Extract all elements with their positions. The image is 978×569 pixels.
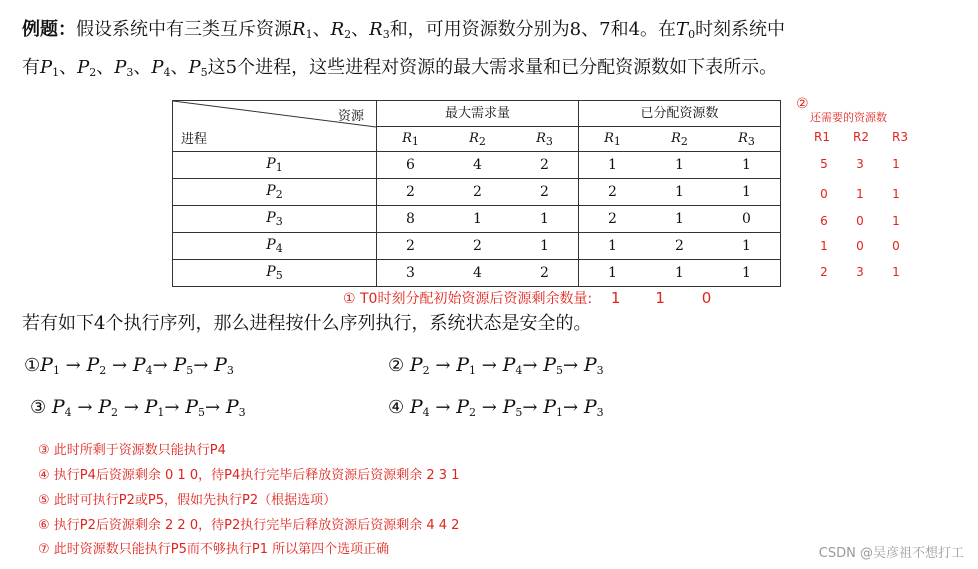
resource-table [172, 100, 781, 287]
problem-line-1 [22, 17, 785, 48]
problem-label: 例题： [22, 19, 76, 40]
reasoning-note-7: ⑦ 此时资源数只能执行P5而不够执行P1 所以第四个选项正确 [38, 542, 390, 557]
alloc-cell: 1 2 1 [579, 233, 781, 260]
remaining-value: 1 [655, 289, 665, 307]
max-r3-label: $R_3$ [536, 130, 553, 148]
alloc-cell: 1 1 1 [579, 152, 781, 179]
max-cell: 6 4 2 [377, 152, 579, 179]
remaining-note [343, 288, 728, 308]
max-r2-label: $R_2$ [469, 130, 486, 148]
process-p4: $P_4$ [151, 57, 171, 79]
remaining-note-text: ① T0时刻分配初始资源后资源剩余数量: [343, 291, 593, 307]
process-cell: $P_5$ [173, 260, 377, 287]
problem-line-2: 有$P_1$、$P_2$、$P_3$、$P_4$、$P_5$这5个进程，这些进程对资源的最大需求量和已分配资源数如下表所示。 [22, 57, 778, 79]
process-p5: $P_5$ [188, 57, 208, 79]
max-demand-header [377, 101, 579, 152]
max-cell: 8 1 1 [377, 206, 579, 233]
sep-1: 、 [312, 19, 331, 40]
alloc-r3-label: $R_3$ [738, 130, 755, 148]
need-title: 还需要的资源数 [810, 111, 887, 124]
process-cell: $P_3$ [173, 206, 377, 233]
process-cell: $P_4$ [173, 233, 377, 260]
alloc-cell: 2 1 1 [579, 179, 781, 206]
allocated-title: 已分配资源数 [579, 102, 780, 127]
need-row: 2 3 1 [820, 265, 900, 279]
need-headers: R1 R2 R3 [814, 130, 908, 144]
table-row [173, 179, 781, 206]
process-cell: $P_2$ [173, 179, 377, 206]
table-row [173, 260, 781, 287]
max-demand-title: 最大需求量 [377, 102, 578, 127]
corner-resource-label: 资源 [337, 109, 364, 124]
problem-text-c: 时刻系统中 [695, 19, 786, 40]
alloc-r1-label: $R_1$ [604, 130, 621, 148]
max-r1-label: $R_1$ [402, 130, 419, 148]
sequence-option-3: ③ $P_4 \to P_2 \to P_1\to P_5\to P_3$ [30, 396, 246, 419]
alloc-cell: 1 1 1 [579, 260, 781, 287]
need-row: 5 3 1 [820, 157, 900, 171]
sequence-option-2: ② $P_2 \to P_1 \to P_4\to P_5\to P_3$ [388, 354, 604, 377]
need-row: 6 0 1 [820, 214, 900, 228]
sequence-option-4: ④ $P_4 \to P_2 \to P_5\to P_1\to P_3$ [388, 396, 604, 419]
process-p3: $P_3$ [114, 57, 134, 79]
problem-text-e: 这5个进程，这些进程对资源的最大需求量和已分配资源数如下表所示。 [207, 57, 778, 78]
need-row: 0 1 1 [820, 187, 900, 201]
question-text: 若有如下4个执行序列，那么进程按什么序列执行，系统状态是安全的。 [22, 313, 592, 334]
reasoning-note-4: ④ 执行P4后资源剩余 0 1 0，待P4执行完毕后释放资源后资源剩余 2 3 1 [38, 468, 460, 483]
remaining-value: 0 [701, 289, 712, 307]
watermark: CSDN @吴彦祖不想打工 [818, 546, 964, 561]
alloc-cell: 2 1 0 [579, 206, 781, 233]
need-marker: ② [796, 96, 809, 112]
process-p1: $P_1$ [40, 57, 60, 79]
remaining-value: 1 [610, 289, 621, 307]
table-row [173, 233, 781, 260]
max-demand-resources [377, 127, 578, 151]
allocated-header [579, 101, 781, 152]
process-cell: $P_1$ [173, 152, 377, 179]
max-cell: 3 4 2 [377, 260, 579, 287]
table-corner-cell [173, 101, 377, 152]
resource-r2: $R_2$ [330, 19, 352, 41]
resource-r1: $R_1$ [292, 19, 313, 41]
allocated-resources [579, 127, 780, 151]
reasoning-note-3: ③ 此时所剩于资源数只能执行P4 [38, 443, 226, 458]
problem-text-d: 有 [22, 57, 40, 78]
need-row: 1 0 0 [820, 239, 900, 253]
table-header-row [173, 101, 781, 152]
alloc-r2-label: $R_2$ [671, 130, 688, 148]
table-row [173, 152, 781, 179]
problem-text-a: 假设系统中有三类互斥资源 [76, 19, 292, 40]
max-cell: 2 2 1 [377, 233, 579, 260]
max-cell: 2 2 2 [377, 179, 579, 206]
resource-r3: $R_3$ [369, 19, 390, 41]
reasoning-note-5: ⑤ 此时可执行P2或P5，假如先执行P2（根据选项） [38, 493, 337, 508]
sep-2: 、 [351, 19, 370, 40]
table-row [173, 206, 781, 233]
reasoning-note-6: ⑥ 执行P2后资源剩余 2 2 0，待P2执行完毕后释放资源后资源剩余 4 4 2 [38, 518, 460, 533]
sequence-option-1: $①P_1 \to P_2 \to P_4\to P_5\to P_3$ [24, 354, 234, 377]
corner-process-label: 进程 [181, 132, 208, 147]
time-t0: $T_0$ [676, 19, 696, 41]
problem-text-b: 和，可用资源数分别为8、7和4。在 [389, 19, 677, 40]
process-p2: $P_2$ [77, 57, 97, 79]
